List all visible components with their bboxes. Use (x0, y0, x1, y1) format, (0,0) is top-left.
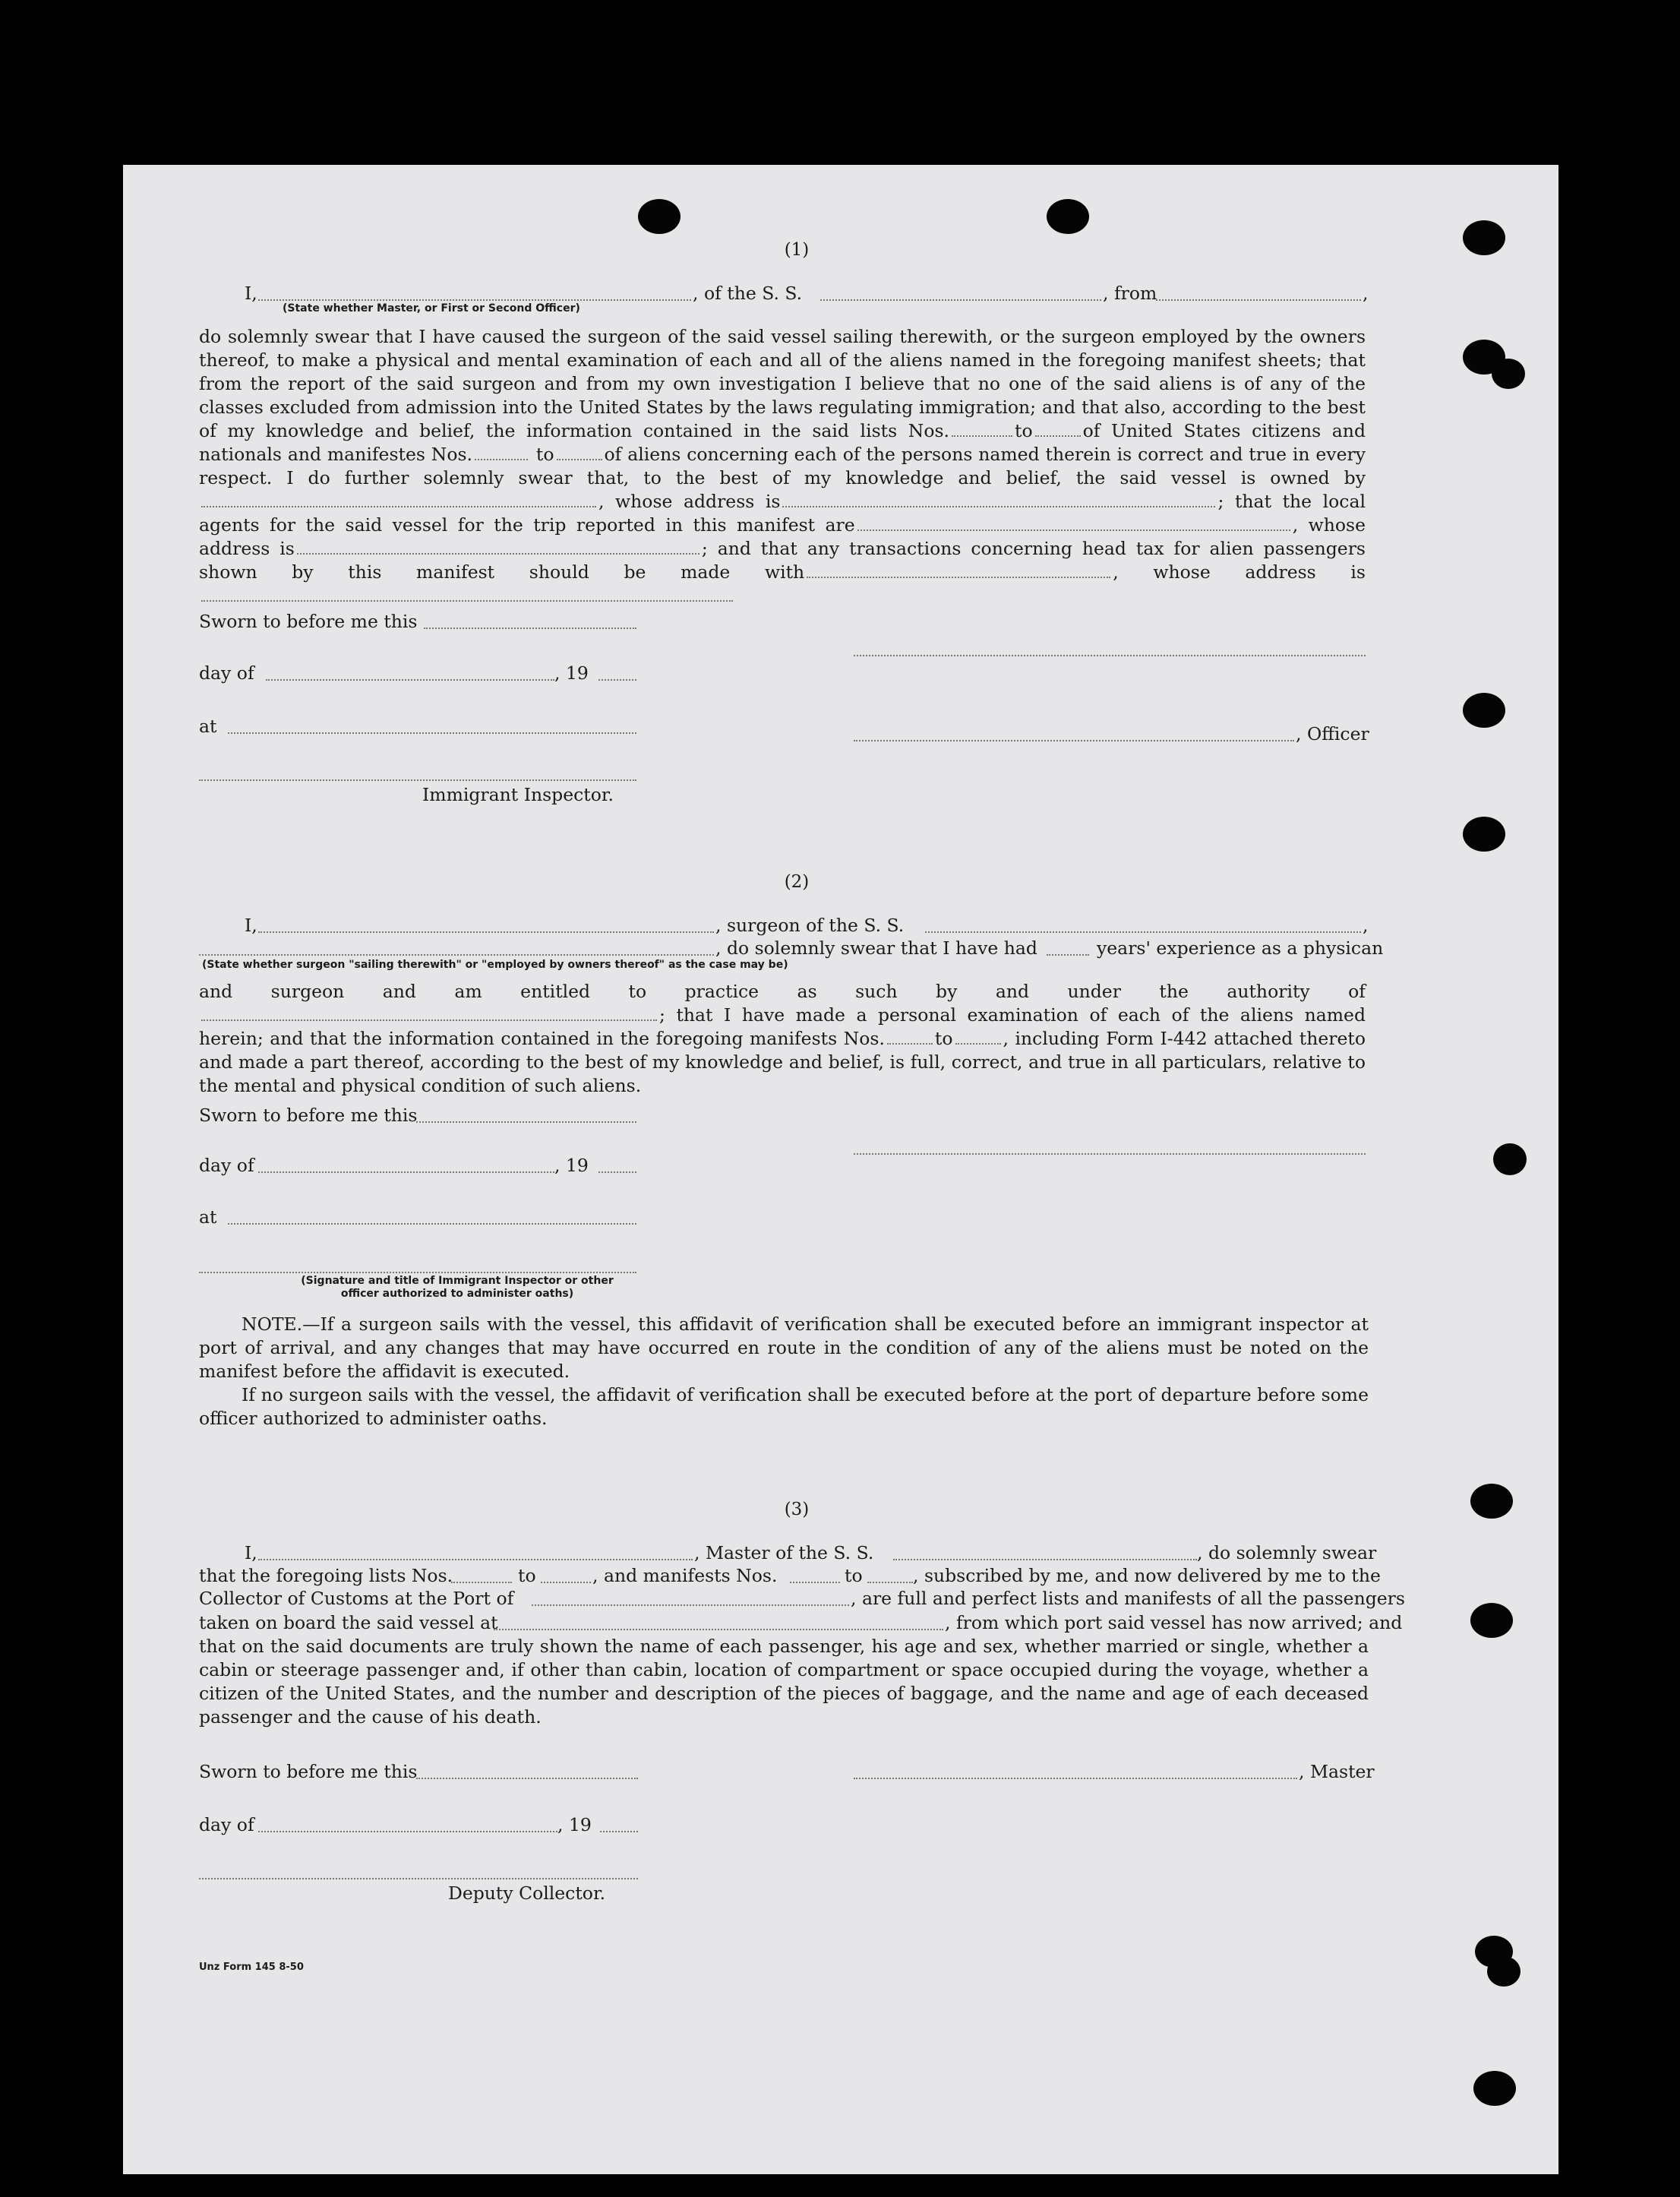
blank-surgeon-name (258, 931, 714, 933)
master-of-label: , Master of the S. S. (694, 1542, 874, 1563)
punch-hole (1487, 1956, 1521, 1987)
line-end: , (1363, 283, 1369, 304)
blank-sworn-day (416, 1778, 638, 1779)
punch-hole (1463, 817, 1505, 852)
oath-intro: I, (245, 283, 257, 304)
blank-sworn-day (416, 1121, 636, 1123)
blank-officer-name (258, 299, 691, 301)
subscribed-label: , subscribed by me, and now delivered by me to the (913, 1565, 1381, 1586)
signature-title-note: (Signature and title of Immigrant Inspector or other officer authorized to administer oaths) (301, 1275, 614, 1300)
officer-label: , Officer (1296, 723, 1369, 744)
blank-manifest-to (867, 1582, 913, 1583)
inspector-label: Immigrant Inspector. (422, 784, 614, 805)
sworn-label: Sworn to before me this (199, 1105, 418, 1126)
blank-deputy-signature (199, 1878, 638, 1879)
punch-hole (638, 199, 681, 234)
blank-from-port (1156, 299, 1361, 301)
blank-years (1047, 954, 1089, 956)
line-end: , (1363, 915, 1369, 936)
at-label: at (199, 1206, 217, 1228)
blank-surgeon-type (199, 954, 714, 956)
blank-sworn-day (424, 627, 636, 629)
blank-year (598, 1171, 636, 1173)
to-label: to (845, 1565, 863, 1586)
day-of-label: day of (199, 1155, 254, 1176)
taken-label: taken on board the said vessel at (199, 1612, 498, 1633)
blank-officer-signature (854, 740, 1294, 741)
blank-month (258, 1171, 554, 1173)
surgeon-oath-body: and surgeon and am entitled to practice as such by and under the authority of; that I have made a personal examination of each of the aliens named herein; and that the information contained in the foregoing manifests Nos. to , including Form I-442 attached thereto and made a part thereof, according to the best of my knowledge and belief, is full, correct, and true in all particulars, relative to the mental and physical condition of such aliens. (199, 981, 1366, 1096)
blank-vessel (893, 1559, 1197, 1560)
vessel-label: , of the S. S. (693, 283, 803, 304)
punch-hole (1492, 359, 1525, 389)
sworn-label: Sworn to before me this (199, 611, 418, 632)
from-which-label: , from which port said vessel has now arrived; and (945, 1612, 1403, 1633)
note-text: NOTE.—If a surgeon sails with the vessel, this affidavit of verification shall be executed before an immigrant inspector at port of arrival, and any changes that may have occurred en route in the condition of any of the aliens must be noted on the manifest before the affidavit is executed. If no surgeon sails with the vessel, the affidavit of verification shall be executed before at the port of departure before some officer authorized to administer oaths. (199, 1313, 1369, 1429)
surgeon-of-label: , surgeon of the S. S. (715, 915, 905, 936)
master-label: , Master (1299, 1761, 1375, 1782)
full-perfect-label: , are full and perfect lists and manifests of all the passengers (851, 1588, 1405, 1609)
blank-month (258, 1831, 557, 1832)
years-label: years' experience as a physican (1097, 937, 1384, 959)
punch-hole (1047, 199, 1089, 234)
blank-year (598, 679, 636, 681)
year-label: , 19 (554, 1155, 589, 1176)
blank-surgeon-signature (854, 1153, 1366, 1155)
officer-rank-note: (State whether Master, or First or Second Officer) (283, 302, 580, 315)
blank-inspector-signature (199, 1272, 636, 1273)
solemnly-label: , do solemnly swear that I have had (715, 937, 1037, 959)
punch-hole (1473, 2071, 1516, 2106)
surgeon-type-note: (State whether surgeon "sailing therewith" or "employed by owners thereof" as the case may be) (202, 959, 788, 971)
blank-place (228, 732, 636, 734)
year-label: , 19 (557, 1814, 592, 1835)
year-label: , 19 (554, 662, 589, 684)
from-label: , from (1103, 283, 1157, 304)
blank-departure-port (494, 1629, 943, 1630)
blank-signature (854, 655, 1366, 656)
to-label: to (518, 1565, 536, 1586)
blank-port (532, 1604, 849, 1606)
punch-hole (1463, 693, 1505, 728)
punch-hole (1493, 1143, 1527, 1175)
form-number: Unz Form 145 8-50 (199, 1961, 304, 1973)
blank-place (228, 1223, 636, 1225)
at-label: at (199, 716, 217, 737)
blank-list-from (451, 1582, 512, 1583)
punch-hole (1470, 1484, 1513, 1519)
blank-year (600, 1831, 638, 1832)
lists-label: that the foregoing lists Nos. (199, 1565, 453, 1586)
punch-hole (1463, 220, 1505, 255)
section-number: (2) (784, 872, 810, 892)
oath-intro: I, (245, 915, 257, 936)
solemnly-label: , do solemnly swear (1197, 1542, 1377, 1563)
deputy-label: Deputy Collector. (448, 1882, 606, 1904)
sworn-label: Sworn to before me this (199, 1761, 418, 1782)
manifests-label: , and manifests Nos. (592, 1565, 778, 1586)
blank-manifest-from (790, 1582, 840, 1583)
punch-hole (1470, 1603, 1513, 1638)
day-of-label: day of (199, 1814, 254, 1835)
oath-body: do solemnly swear that I have caused the surgeon of the said vessel sailing therewith, or the surgeon employed by the owners thereof, to make a physical and mental examination of each and all of the aliens named in the foregoing manifest sheets; that from the report of the said surgeon and from my own investigation I believe that no one of the said aliens is of any of the classes excluded from admission into the United States by the laws regulating immigration; and that also, according to the best of my knowledge and belief, the information contained in the said lists Nos. to of United States citizens and nationals and manifestes Nos. to of aliens concerning each of the persons named therein is correct and true in every respect. I do further solemnly swear that, to the best of my knowledge and belief, the said vessel is owned by, whose address is ; that the local agents for the said vessel for the trip reported in this manifest are , whose address is ; and that any transactions concerning head tax for alien passengers shown by this manifest should be made with , whose address is (199, 325, 1366, 608)
blank-month (266, 679, 554, 681)
master-oath-body: that on the said documents are truly shown the name of each passenger, his age and sex, whether married or single, whether a cabin or steerage passenger and, if other than cabin, location of compartment or space occupied during the voyage, whether a citizen of the United States, and the number and description of the pieces of baggage, and the name and age of each deceased passenger and the cause of his death. (199, 1636, 1369, 1728)
blank-master-signature (854, 1778, 1297, 1779)
blank-vessel (820, 299, 1101, 301)
section-number: (3) (784, 1500, 810, 1519)
blank-master-name (258, 1559, 693, 1560)
section-number: (1) (784, 240, 810, 260)
blank-list-to (541, 1582, 591, 1583)
day-of-label: day of (199, 662, 254, 684)
oath-intro: I, (245, 1542, 257, 1563)
blank-vessel (925, 931, 1361, 933)
collector-label: Collector of Customs at the Port of (199, 1588, 514, 1609)
blank-inspector-signature (199, 779, 636, 781)
